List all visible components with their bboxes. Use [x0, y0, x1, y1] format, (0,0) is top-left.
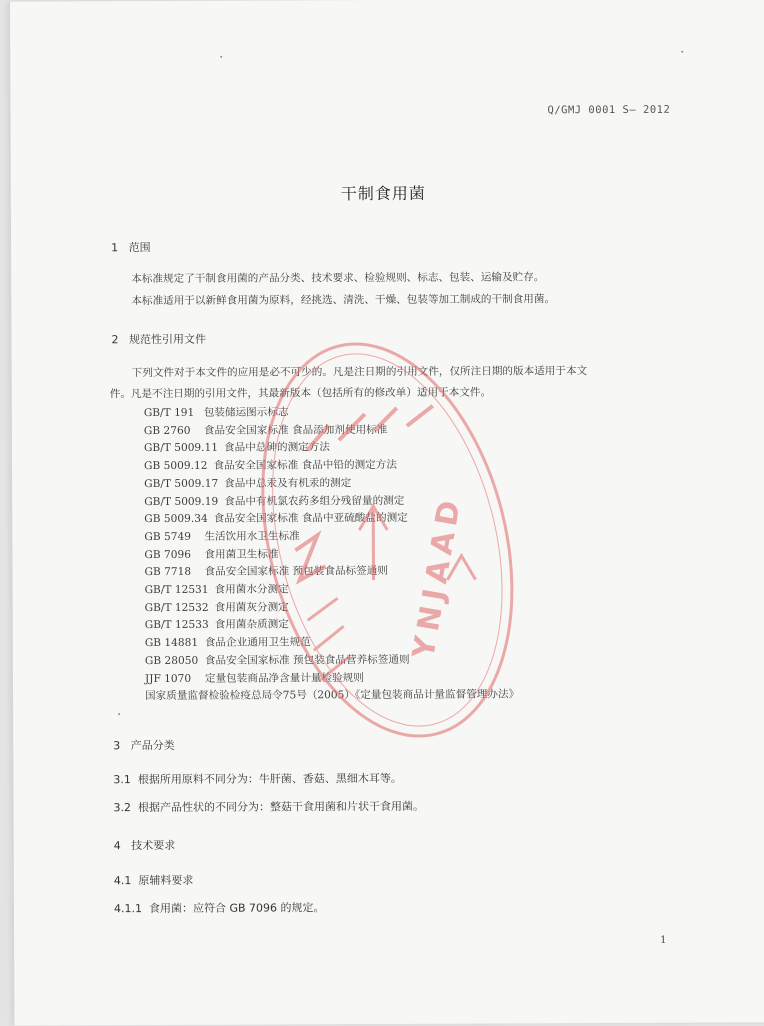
reference-item: [145, 687, 519, 704]
scan-speck: [220, 56, 222, 58]
reference-title: 定量包装商品净含量计量检验规则: [204, 671, 364, 685]
reference-item: [144, 528, 299, 544]
reference-title: 食品安全国家标准 食品中铅的测定方法: [213, 459, 397, 472]
section-2-heading: [111, 331, 206, 347]
reference-item: [144, 457, 397, 473]
section-number: 4: [113, 839, 121, 853]
document-title: 干制食用菌: [340, 183, 426, 204]
reference-code: GB 2760: [143, 424, 191, 437]
reference-title: 食品中有机氯农药多组分残留量的测定: [224, 494, 405, 508]
reference-item: [145, 599, 289, 615]
reference-title: 食品安全国家标准 预包装食品营养标签通则: [204, 653, 410, 667]
reference-item: [144, 422, 388, 438]
reference-code: GB 7718: [144, 566, 192, 579]
section-number: 3: [113, 739, 121, 753]
reference-code: GB/T 5009.19: [144, 495, 219, 508]
scan-speck: [681, 51, 683, 53]
normative-intro-line-1: 下列文件对于本文件的应用是必不可少的。凡是注日期的引用文件，仅所注日期的版本适用于本文: [131, 365, 588, 380]
page-number: 1: [660, 934, 667, 946]
scope-paragraph-2: 本标准适用于以新鲜食用菌为原料，经挑选、清洗、干燥、包装等加工制成的干制食用菌。: [131, 293, 556, 308]
clause-text: 原辅料要求: [138, 873, 194, 888]
section-title: 规范性引用文件: [128, 332, 207, 347]
reference-code: GB 7096: [144, 548, 192, 561]
reference-code: GB 5749: [144, 530, 191, 543]
seal-lettering: YNJAAD: [406, 492, 469, 662]
section-title: 产品分类: [130, 738, 175, 753]
scan-speck: [118, 713, 120, 715]
clause-text: 根据所用原料不同分为：牛肝菌、香菇、黑细木耳等。: [137, 771, 402, 787]
section-4-heading: [114, 837, 176, 853]
reference-item: [144, 510, 408, 526]
reference-code: GB/T 5009.11: [143, 442, 219, 455]
reference-item: [144, 440, 330, 456]
reference-item: [144, 546, 278, 562]
reference-item: [145, 581, 289, 597]
requirement-4-1: [114, 872, 194, 888]
reference-title: 食用菌灰分测定: [214, 601, 289, 614]
document-page: [10, 0, 764, 1026]
reference-code: GB/T 12531: [144, 583, 209, 597]
reference-title: 生活饮用水卫生标准: [204, 530, 300, 543]
reference-title: 国家质量监督检验检疫总局令75号（2005）《定量包装商品计量监督管理办法》: [145, 688, 520, 703]
clause-number: 4.1: [113, 874, 132, 888]
reference-title: 食品企业通用卫生规范: [204, 636, 311, 649]
reference-item: [145, 652, 410, 668]
clause-text: 食用菌：应符合 GB 7096 的规定。: [148, 901, 325, 916]
reference-title: 食品中总汞及有机汞的测定: [224, 476, 352, 490]
section-number: 2: [111, 333, 119, 347]
reference-title: 食品安全国家标准 食品添加剂使用标准: [203, 423, 388, 437]
reference-title: 食品中总砷的测定方法: [223, 441, 330, 455]
classification-3-1: [113, 770, 402, 787]
reference-title: 食用菌水分测定: [214, 583, 289, 596]
normative-intro-line-2: 件。凡是不注日期的引用文件，其最新版本（包括所有的修改单）适用于本文件。: [109, 386, 492, 401]
section-number: 1: [111, 241, 119, 255]
section-title: 技术要求: [131, 838, 176, 853]
reference-title: 包装储运图示标志: [203, 406, 289, 419]
reference-item: [144, 563, 388, 579]
reference-item: [144, 492, 404, 508]
reference-item: [145, 617, 289, 633]
reference-item: [145, 634, 311, 650]
reference-code: GB 14881: [144, 636, 199, 650]
reference-title: 食用菌卫生标准: [204, 548, 279, 561]
requirement-4-1-1: [114, 899, 325, 916]
reference-title: 食品安全国家标准 食品中亚硫酸盐的测定: [213, 512, 408, 525]
reference-code: GB 28050: [144, 654, 199, 667]
section-3-heading: [113, 737, 175, 753]
reference-item: [144, 404, 289, 420]
classification-3-2: [113, 798, 424, 815]
reference-code: GB/T 12533: [144, 619, 209, 632]
reference-code: JJF 1070: [144, 672, 192, 685]
document-code: Q/GMJ 0001 S— 2012: [547, 103, 671, 117]
reference-item: [144, 475, 351, 491]
reference-item: [145, 670, 364, 686]
section-title: 范围: [128, 241, 151, 255]
clause-number: 3.1: [113, 773, 131, 787]
reference-code: GB/T 12532: [144, 601, 209, 614]
reference-title: 食用菌杂质测定: [214, 618, 289, 632]
clause-number: 4.1.1: [113, 902, 142, 916]
reference-code: GB 5009.34: [144, 512, 208, 526]
scope-paragraph-1: 本标准规定了干制食用菌的产品分类、技术要求、检验规则、标志、包装、运输及贮存。: [131, 271, 545, 286]
reference-code: GB/T 5009.17: [144, 477, 219, 490]
reference-code: GB/T 191: [143, 406, 195, 420]
clause-number: 3.2: [113, 801, 132, 815]
reference-title: 食品安全国家标准 预包装食品标签通则: [204, 565, 388, 579]
section-1-heading: [111, 239, 151, 255]
clause-text: 根据产品性状的不同分为：整菇干食用菌和片状干食用菌。: [137, 799, 425, 815]
reference-code: GB 5009.12: [144, 459, 208, 473]
